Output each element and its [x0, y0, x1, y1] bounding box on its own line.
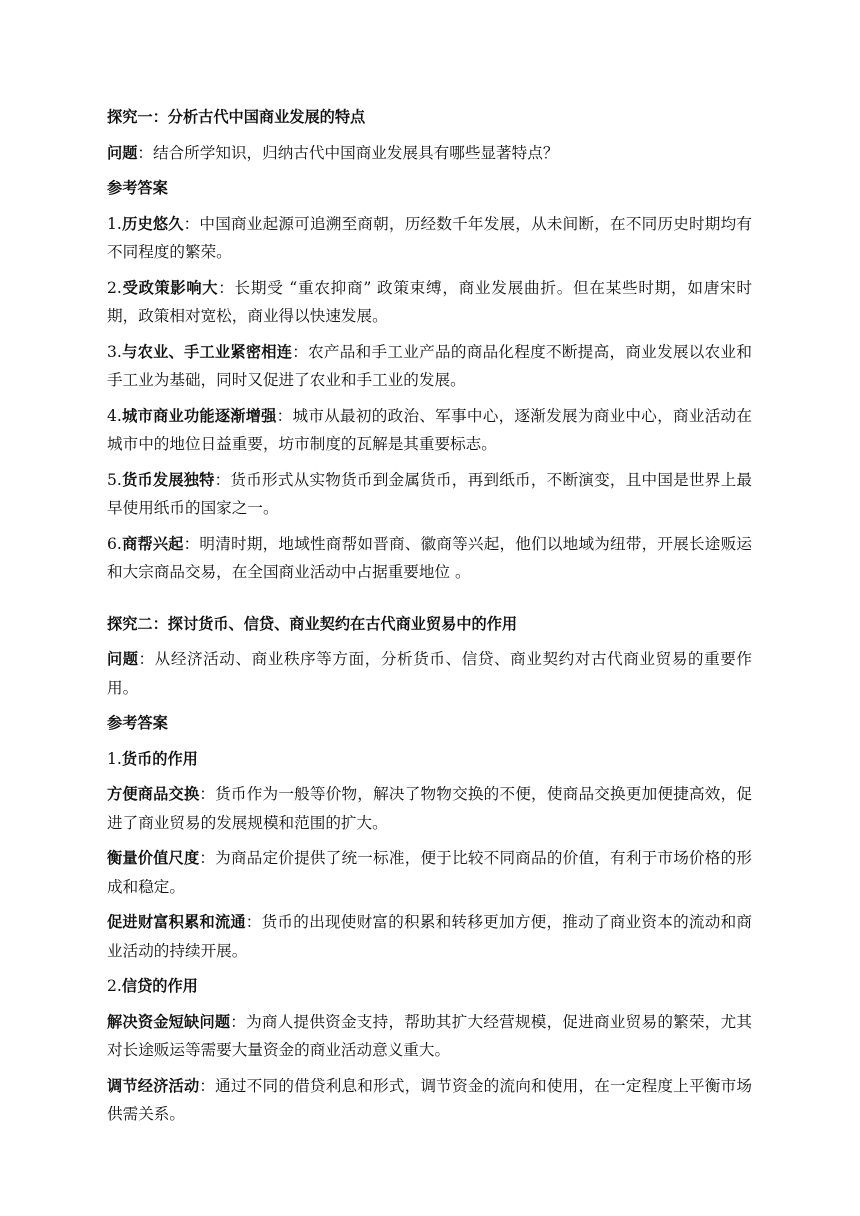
- section1-item-4: 4.城市商业功能逐渐增强：城市从最初的政治、军事中心，逐渐发展为商业中心，商业活动在城市中的地位日益重要，坊市制度的瓦解是其重要标志。: [107, 406, 752, 453]
- section1-item-3: 3.与农业、手工业紧密相连：农产品和手工业产品的商品化程度不断提高，商业发展以农业和手工业为基础，同时又促进了农业和手工业的发展。: [107, 342, 752, 389]
- section2-sub1-item-2: 衡量价值尺度：为商品定价提供了统一标准，便于比较不同商品的价值，有利于市场价格的形成和稳定。: [107, 849, 752, 896]
- section1-item-6: 6.商帮兴起：明清时期，地域性商帮如晋商、徽商等兴起，他们以地域为纽带，开展长途贩运和大宗商品交易，在全国商业活动中占据重要地位 。: [107, 534, 752, 581]
- section1-question: 问题：结合所学知识，归纳古代中国商业发展具有哪些显著特点？: [107, 143, 559, 162]
- section-spacer: [107, 594, 752, 610]
- section1-item-1: 1.历史悠久：中国商业起源可追溯至商朝，历经数千年发展，从未间断，在不同历史时期均有不同程度的繁荣。: [107, 214, 752, 261]
- section2-sub2-item-1: 解决资金短缺问题：为商人提供资金支持，帮助其扩大经营规模，促进商业贸易的繁荣，尤其对长途贩运等需要大量资金的商业活动意义重大。: [107, 1012, 752, 1059]
- section1-title: 探究一：分析古代中国商业发展的特点: [107, 108, 366, 126]
- section2-title: 探究二：探讨货币、信贷、商业契约在古代商业贸易中的作用: [107, 614, 518, 633]
- section1-answer-heading: 参考答案: [107, 179, 168, 197]
- section1-item-2: 2.受政策影响大：长期受 “重农抑商” 政策束缚，商业发展曲折。但在某些时期，如唐宋时期，政策相对宽松，商业得以快速发展。: [107, 278, 753, 325]
- section1-item-5: 5.货币发展独特：货币形式从实物货币到金属货币，再到纸币，不断演变，且中国是世界上最早使用纸币的国家之一。: [107, 470, 752, 517]
- section2-question: 问题：从经济活动、商业秩序等方面，分析货币、信贷、商业契约对古代商业贸易的重要作用。: [107, 650, 752, 697]
- section2-sub2-item-2: 调节经济活动：通过不同的借贷利息和形式，调节资金的流向和使用，在一定程度上平衡市场供需关系。: [107, 1076, 752, 1123]
- section2-sub1-item-3: 促进财富积累和流通：货币的出现使财富的积累和转移更加方便，推动了商业资本的流动和商业活动的持续开展。: [107, 913, 752, 960]
- section2-sub2-heading: 2.信贷的作用: [107, 977, 198, 995]
- section2-answer-heading: 参考答案: [107, 714, 168, 732]
- section2-sub1-item-1: 方便商品交换：货币作为一般等价物，解决了物物交换的不便，使商品交换更加便捷高效，促进了商业贸易的发展规模和范围的扩大。: [107, 785, 752, 832]
- section2-sub1-heading: 1.货币的作用: [107, 749, 198, 768]
